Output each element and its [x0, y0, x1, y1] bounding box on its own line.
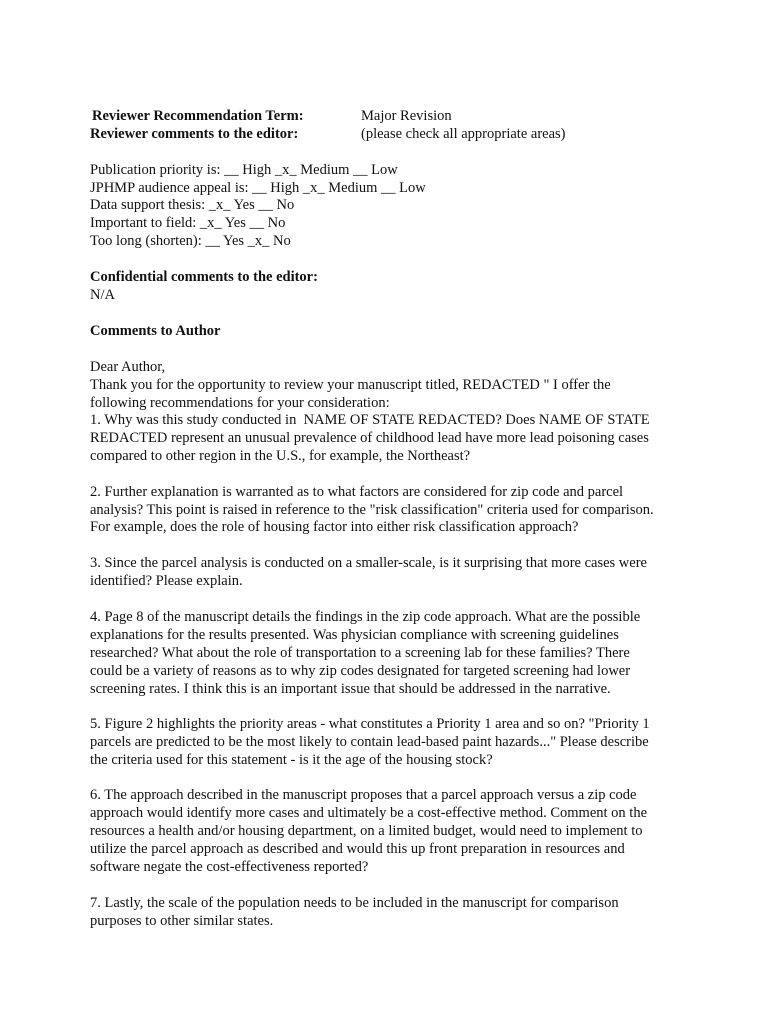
comment-5-line: parcels are predicted to be the most likely to contain lead-based paint hazards..." Please describe: [90, 734, 649, 750]
comment-4-line: screening rates. I think this is an important issue that should be addressed in the narrative.: [90, 681, 611, 697]
checklist-item-data-support: Data support thesis: _x_ Yes __ No: [90, 197, 295, 213]
intro-line: following recommendations for your consideration:: [90, 395, 390, 411]
comment-2-line: 2. Further explanation is warranted as to what factors are considered for zip code and parcel: [90, 484, 624, 500]
comment-1-line: REDACTED represent an unusual prevalence of childhood lead have more lead poisoning cases: [90, 430, 649, 446]
comment-6-line: software negate the cost-effectiveness reported?: [90, 859, 369, 875]
confidential-text: N/A: [90, 287, 115, 303]
comment-7-line: purposes to other similar states.: [90, 913, 274, 929]
comment-4-line: explanations for the results presented. Was physician compliance with screening guidelines: [90, 627, 619, 643]
checklist-item-length: Too long (shorten): __ Yes _x_ No: [90, 233, 291, 249]
term-label: Reviewer Recommendation Term:: [92, 108, 304, 124]
comment-5-line: the criteria used for this statement - is it the age of the housing stock?: [90, 752, 493, 768]
author-heading: Comments to Author: [90, 323, 221, 339]
comment-4-line: could be a variety of reasons as to why zip codes designated for targeted screening had lower: [90, 663, 631, 679]
comment-6-line: approach would identify more cases and ultimately be a cost-effective method. Comment on the: [90, 805, 648, 821]
comment-4-line: researched? What about the role of transportation to a screening lab for these families? There: [90, 645, 630, 661]
comment-3-line: 3. Since the parcel analysis is conducted on a smaller-scale, is it surprising that more cases were: [90, 555, 647, 571]
comment-2-line: For example, does the role of housing factor into either risk classification approach?: [90, 519, 579, 535]
comment-1-line: compared to other region in the U.S., for example, the Northeast?: [90, 448, 471, 464]
term-value: Major Revision: [361, 108, 452, 124]
comment-6-line: utilize the parcel approach as described and would this up front preparation in resources and: [90, 841, 625, 857]
greeting: Dear Author,: [90, 359, 166, 375]
comments-value: (please check all appropriate areas): [361, 126, 566, 142]
comment-6-line: 6. The approach described in the manuscript proposes that a parcel approach versus a zip code: [90, 787, 637, 803]
comment-7-line: 7. Lastly, the scale of the population needs to be included in the manuscript for comparison: [90, 895, 619, 911]
checklist-item-priority: Publication priority is: __ High _x_ Medium __ Low: [90, 162, 398, 178]
comment-2-line: analysis? This point is raised in reference to the "risk classification" criteria used for comparison.: [90, 502, 654, 518]
comment-6-line: resources a health and/or housing department, on a limited budget, would need to implement to: [90, 823, 643, 839]
intro-line: Thank you for the opportunity to review your manuscript titled, REDACTED " I offer the: [90, 377, 611, 393]
checklist-item-importance: Important to field: _x_ Yes __ No: [90, 215, 286, 231]
confidential-heading: Confidential comments to the editor:: [90, 269, 318, 285]
comment-4-line: 4. Page 8 of the manuscript details the findings in the zip code approach. What are the possible: [90, 609, 641, 625]
comment-1-line: 1. Why was this study conducted in NAME OF STATE REDACTED? Does NAME OF STATE: [90, 412, 650, 428]
checklist-item-audience: JPHMP audience appeal is: __ High _x_ Medium __ Low: [90, 180, 426, 196]
comment-3-line: identified? Please explain.: [90, 573, 243, 589]
comment-5-line: 5. Figure 2 highlights the priority areas - what constitutes a Priority 1 area and so on? "Priority 1: [90, 716, 650, 732]
comments-label: Reviewer comments to the editor:: [90, 126, 299, 142]
